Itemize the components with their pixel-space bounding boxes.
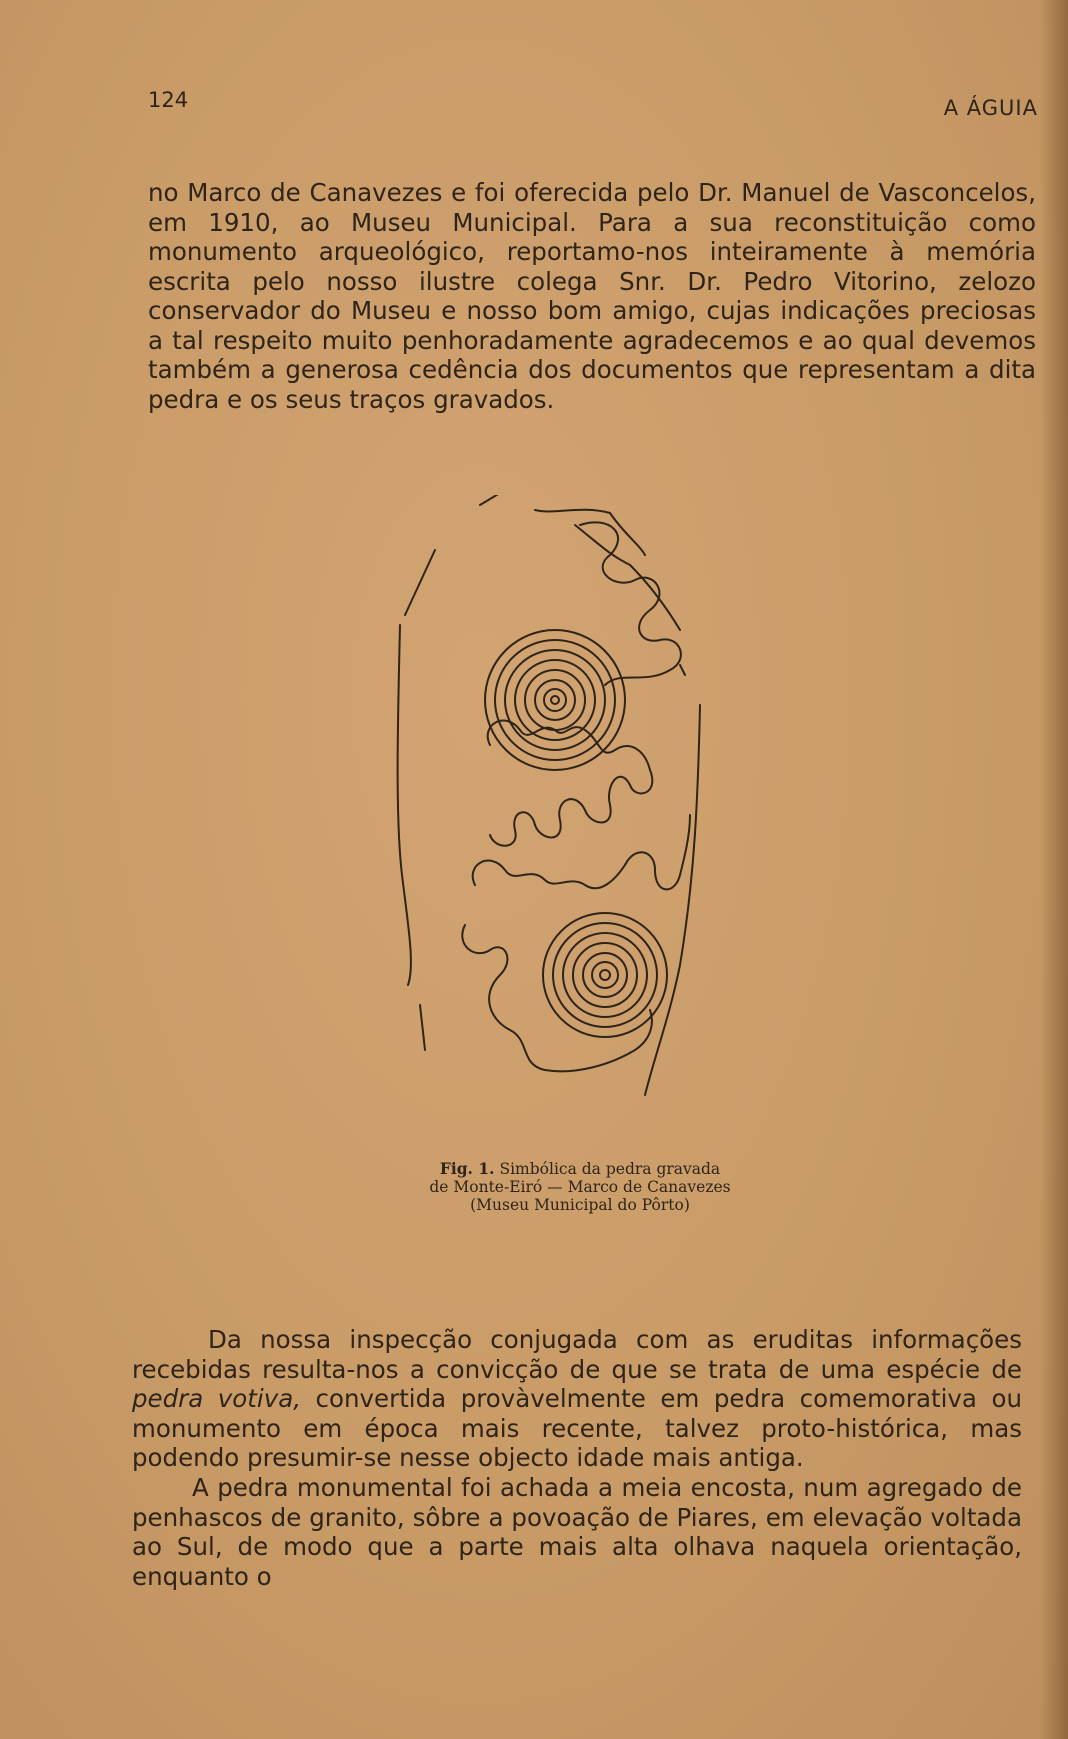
caption-figure-number: Fig. 1.: [439, 1159, 495, 1178]
paragraph-2-text-b: convertida provàvelmente em pedra comemorativa ou monumento em época mais recente, talvez proto-histórica, mas podendo presumir-se nesse objecto idade mais antiga.: [132, 1384, 1022, 1472]
caption-line-2: de Monte-Eiró — Marco de Canavezes: [429, 1178, 731, 1196]
caption-title: Simbólica da pedra gravada: [499, 1160, 721, 1178]
stone-outline-right: [645, 665, 700, 1095]
serpent-line-bottom: [462, 925, 652, 1071]
stone-outline-left: [398, 550, 435, 1050]
paragraph-2-italic-term: pedra votiva,: [132, 1384, 302, 1413]
serpent-line-upper: [580, 522, 681, 685]
figure-caption: [400, 1160, 760, 1214]
lower-spiral: [543, 913, 667, 1037]
paragraph-2-text-a: Da nossa inspecção conjugada com as eruditas informações recebidas resulta-nos a convicção de que se trata de uma espécie de: [132, 1325, 1022, 1384]
page-number: 124: [148, 88, 189, 112]
engraved-stone-figure: [380, 495, 800, 1135]
serpent-line-lower: [473, 815, 690, 889]
page-header: [148, 88, 1038, 128]
running-head: A ÁGUIA: [943, 96, 1038, 120]
body-paragraph-2: [132, 1325, 1022, 1473]
serpent-line-middle: [488, 721, 653, 846]
page-edge-shadow: [1040, 0, 1068, 1739]
caption-line-1: [400, 1160, 760, 1178]
body-paragraph-1: no Marco de Canavezes e foi oferecida pelo Dr. Manuel de Vasconcelos, em 1910, ao Museu Municipal. Para a sua reconstituição como monumento arqueológico, reportamo-nos inteiramente à memória escrita pelo nosso ilustre colega Snr. Dr. Pedro Vitorino, zelozo conservador do Museu e nosso bom amigo, cujas indicações preciosas a tal respeito muito penhoradamente agradecemos e ao qual devemos também a generosa cedência dos documentos que representam a dita pedra e os seus traços gravados.: [148, 178, 1036, 414]
body-paragraph-3: A pedra monumental foi achada a meia encosta, num agregado de penhascos de granito, sôbre a povoação de Piares, em elevação voltada ao Sul, de modo que a parte mais alta olhava naquela orientação, enquanto o: [132, 1473, 1022, 1591]
caption-line-3: (Museu Municipal do Pôrto): [470, 1196, 690, 1214]
upper-spiral: [485, 630, 625, 770]
